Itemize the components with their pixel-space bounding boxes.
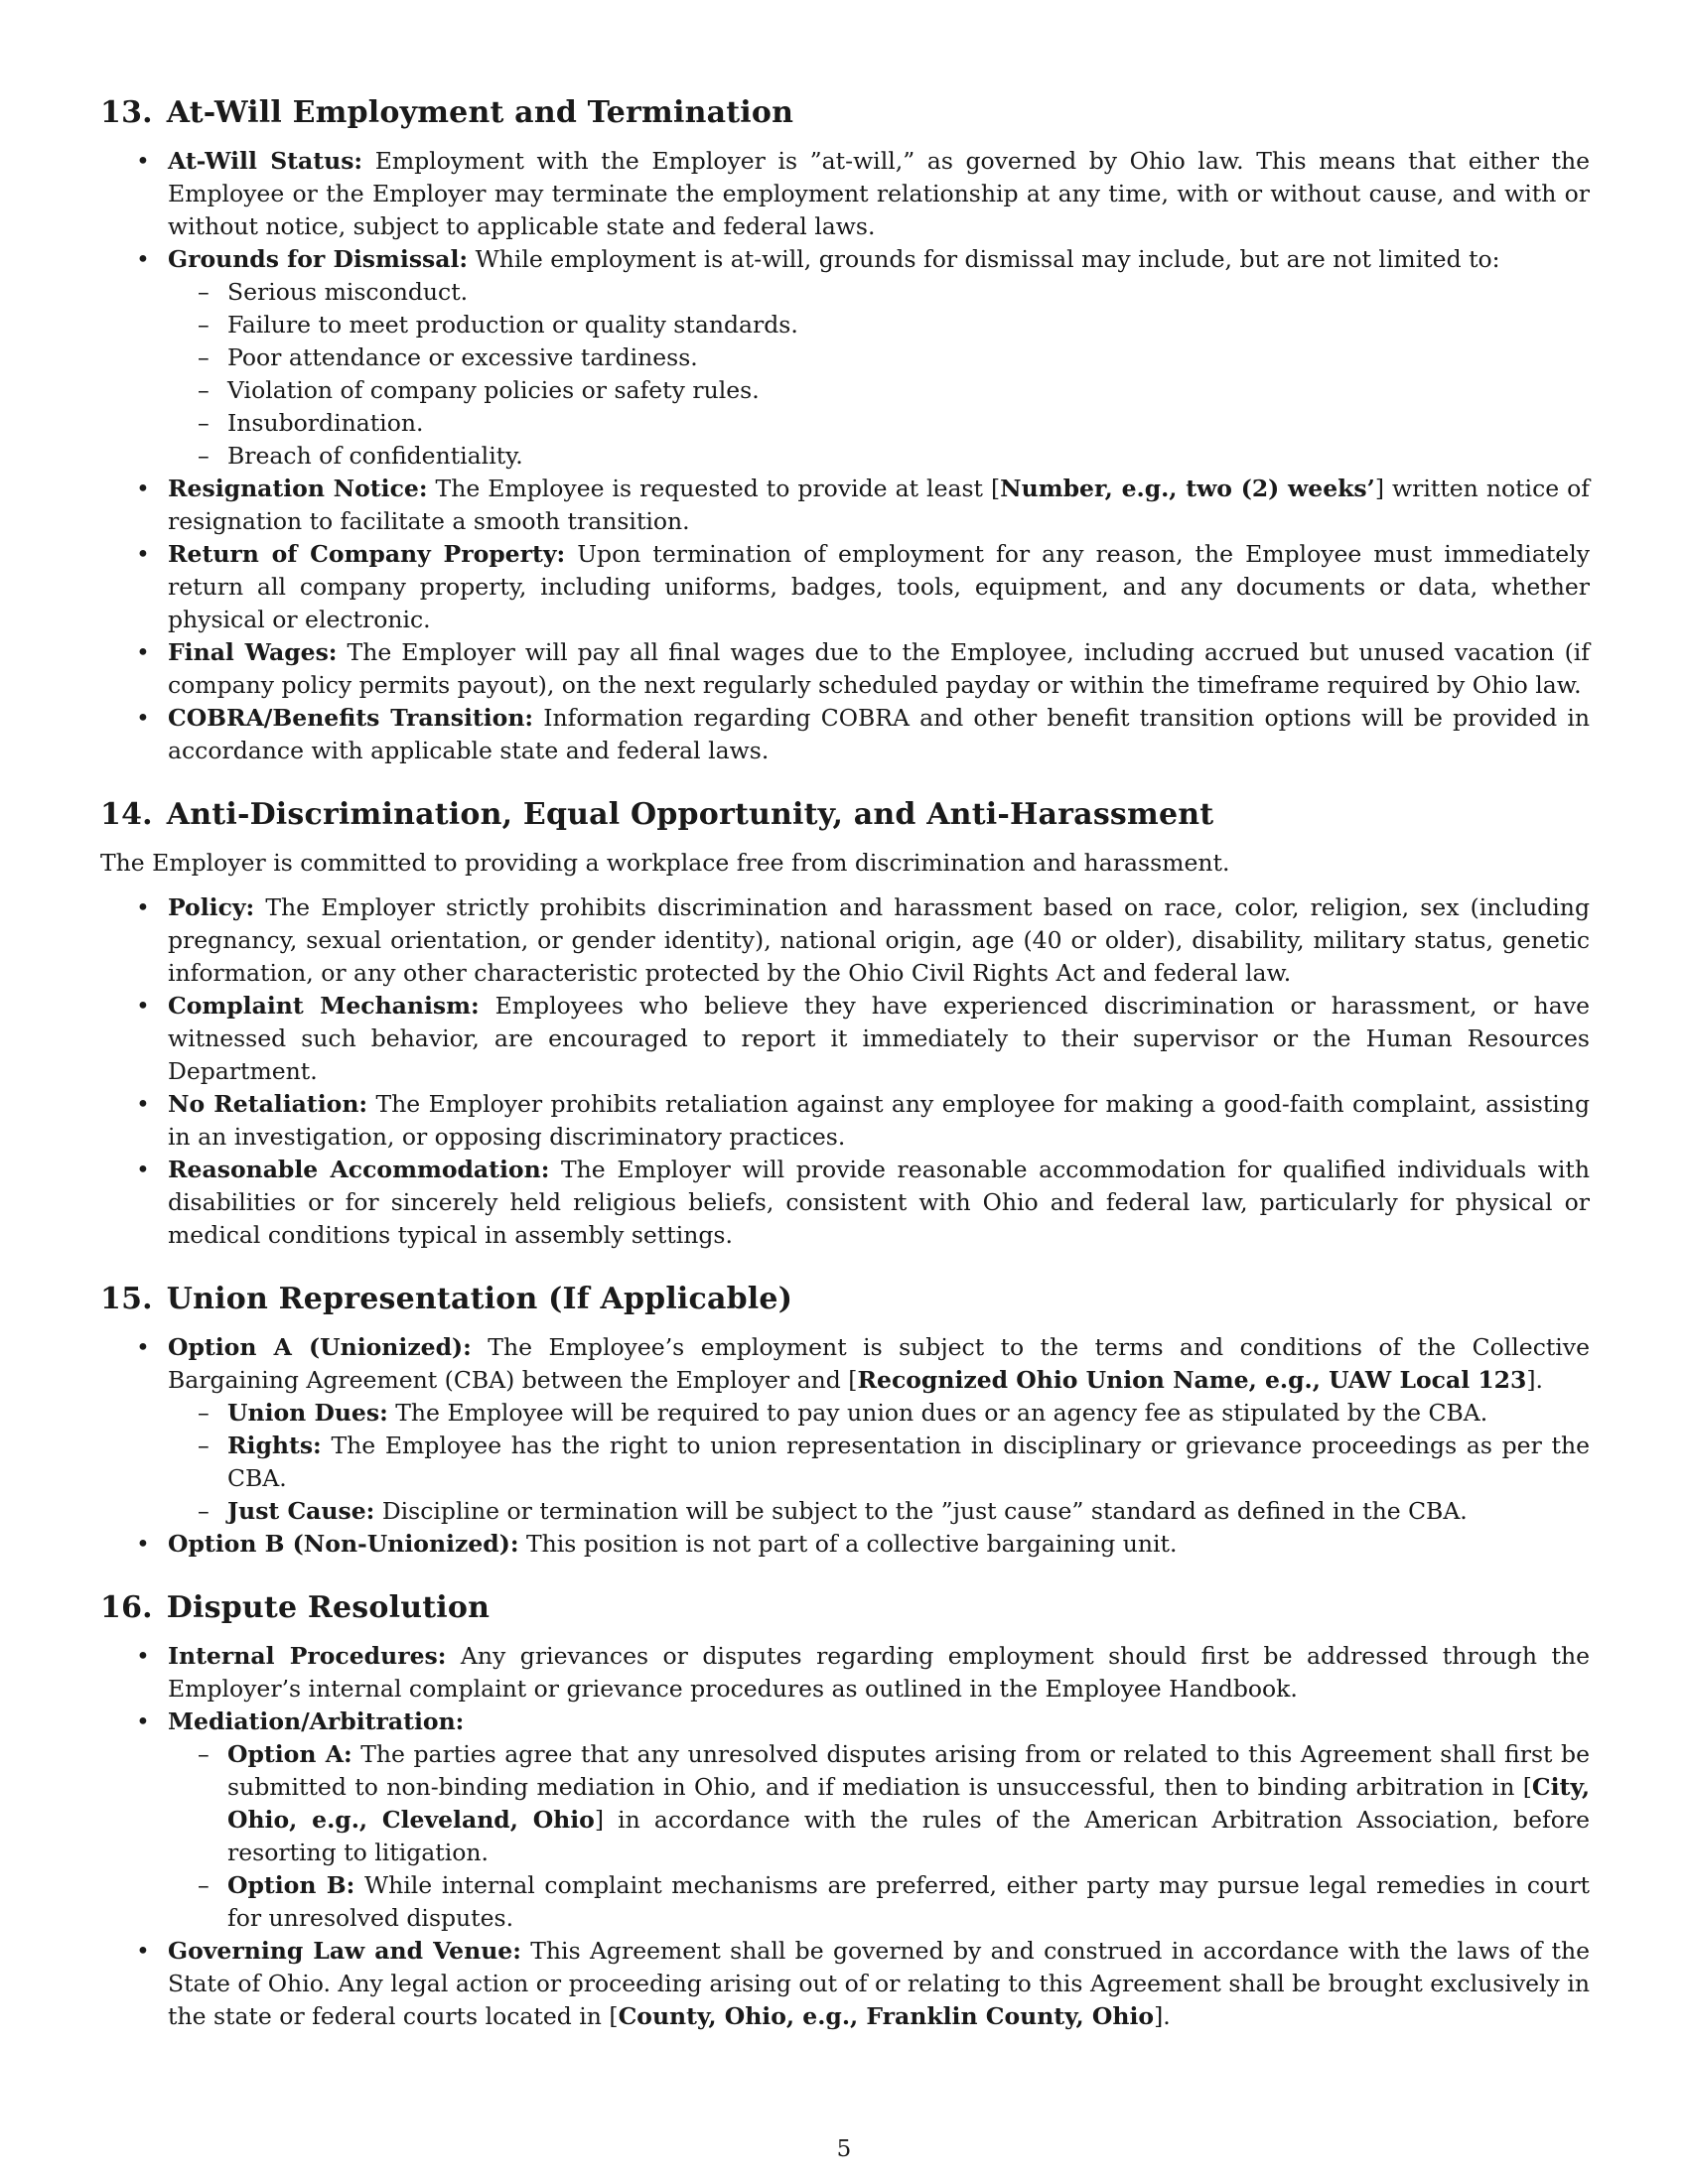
placeholder-text: Number, e.g., two (2) weeks’	[1000, 475, 1375, 502]
sub-list	[168, 276, 1590, 473]
bullet-list	[100, 1640, 1590, 2033]
list-item	[100, 1154, 1590, 1252]
item-text: Any grievances or disputes regarding employment should first be addressed through the Employer’s internal complaint or grievance procedures as outlined in the Employee Handbook.	[168, 1642, 1591, 1703]
item-text: ].	[1154, 2002, 1171, 2030]
sub-list-item: – Serious misconduct.	[168, 276, 1590, 309]
item-text: ].	[1526, 1366, 1544, 1394]
item-label: Union Dues:	[227, 1399, 388, 1427]
list-item	[100, 702, 1590, 767]
item-text: Discipline or termination will be subject to the ”just cause” standard as defined in the CBA.	[374, 1497, 1468, 1525]
bullet-list	[100, 891, 1590, 1252]
list-item	[100, 538, 1590, 636]
item-text: Employment with the Employer is ”at-will,” as governed by Ohio law. This means that either the Employee or the Employer may terminate the employment relationship at any time, with or without cause, and with or without notice, subject to applicable state and federal laws.	[168, 147, 1591, 240]
item-text: Employees who believe they have experienced discrimination or harassment, or have witnessed such behavior, are encouraged to report it immediately to their supervisor or the Human Resources Department.	[168, 992, 1591, 1085]
item-text: The Employer will pay all final wages due to the Employee, including accrued but unused vacation (if company policy permits payout), on the next regularly scheduled payday or within the timeframe required by Ohio law.	[168, 638, 1590, 699]
section-title: Dispute Resolution	[166, 1590, 491, 1625]
item-text: While internal complaint mechanisms are preferred, either party may pursue legal remedies in court for unresolved disputes.	[227, 1871, 1590, 1932]
section-number: 16.	[100, 1590, 153, 1625]
section-heading	[100, 795, 1590, 835]
item-text: This Agreement shall be governed by and construed in accordance with the laws of the State of Ohio. Any legal action or proceeding arising out of or relating to this Agreement shall be brought exclusively in the state or federal courts located in [	[168, 1937, 1590, 2030]
item-label: Option B:	[227, 1871, 355, 1899]
placeholder-text: Recognized Ohio Union Name, e.g., UAW Local 123	[857, 1366, 1527, 1394]
item-text: This position is not part of a collective bargaining unit.	[518, 1530, 1178, 1558]
item-text: Upon termination of employment for any reason, the Employee must immediately return all company property, including uniforms, badges, tools, equipment, and any documents or data, whether physical or electronic.	[168, 540, 1590, 633]
sub-list	[168, 1738, 1590, 1935]
section-13	[100, 93, 1590, 767]
section-heading	[100, 1588, 1590, 1628]
list-item	[100, 1706, 1590, 1935]
list-item	[100, 1331, 1590, 1528]
sub-list-item: – Violation of company policies or safety rules.	[168, 374, 1590, 407]
section-number: 14.	[100, 797, 153, 832]
item-text: The Employee has the right to union representation in disciplinary or grievance proceedings as per the CBA.	[227, 1432, 1590, 1492]
sub-list-item: – Poor attendance or excessive tardiness.	[168, 341, 1590, 374]
item-label: Option A (Unionized):	[168, 1333, 472, 1361]
bullet-list	[100, 145, 1590, 767]
item-label: Reasonable Accommodation:	[168, 1156, 550, 1183]
list-item	[100, 473, 1590, 538]
sub-list-item	[168, 1397, 1590, 1430]
item-text: The Employee is requested to provide at least [	[427, 475, 1001, 502]
item-label: Just Cause:	[227, 1497, 375, 1525]
list-item	[100, 891, 1590, 990]
section-heading	[100, 1280, 1590, 1319]
item-text: Information regarding COBRA and other benefit transition options will be provided in accordance with applicable state and federal laws.	[168, 704, 1590, 764]
item-label: Grounds for Dismissal:	[168, 245, 469, 273]
item-text: The Employee will be required to pay union dues or an agency fee as stipulated by the CBA.	[387, 1399, 1488, 1427]
section-title: Union Representation (If Applicable)	[166, 1282, 793, 1316]
section-15	[100, 1280, 1590, 1561]
section-intro: The Employer is committed to providing a workplace free from discrimination and harassment.	[100, 849, 1230, 877]
section-title: At-Will Employment and Termination	[166, 95, 794, 130]
item-label: Option A:	[227, 1740, 352, 1768]
section-16	[100, 1588, 1590, 2033]
item-label: COBRA/Benefits Transition:	[168, 704, 534, 732]
item-text: The Employer strictly prohibits discrimination and harassment based on race, color, religion, sex (including pregnancy, sexual orientation, or gender identity), national origin, age (40 or older), disability, military status, genetic information, or any other characteristic protected by the Ohio Civil Rights Act and federal law.	[168, 893, 1590, 987]
item-text: ] written notice of resignation to facilitate a smooth transition.	[168, 475, 1591, 535]
section-title: Anti-Discrimination, Equal Opportunity, and Anti-Harassment	[166, 797, 1214, 832]
item-label: At-Will Status:	[168, 147, 363, 175]
list-item	[100, 1528, 1590, 1561]
sub-list-item: – Insubordination.	[168, 407, 1590, 440]
item-label: Option B (Non-Unionized):	[168, 1530, 519, 1558]
sub-list	[168, 1397, 1590, 1528]
sub-list-item: – Breach of confidentiality.	[168, 440, 1590, 473]
item-label: Governing Law and Venue:	[168, 1937, 521, 1965]
document-page	[100, 93, 1590, 2061]
list-item	[100, 1640, 1590, 1706]
item-label: Policy:	[168, 893, 255, 921]
sub-list-item	[168, 1430, 1590, 1495]
list-item	[100, 145, 1590, 243]
sub-list-item	[168, 1738, 1590, 1869]
section-14	[100, 795, 1590, 1252]
item-label: Rights:	[227, 1432, 322, 1459]
item-label: Return of Company Property:	[168, 540, 566, 568]
item-label: Final Wages:	[168, 638, 338, 666]
list-item	[100, 990, 1590, 1088]
item-text: While employment is at-will, grounds for dismissal may include, but are not limited to:	[468, 245, 1500, 273]
list-item	[100, 243, 1590, 473]
placeholder-text: County, Ohio, e.g., Franklin County, Ohio	[618, 2002, 1155, 2030]
sub-list-item	[168, 1869, 1590, 1935]
sub-list-item	[168, 1495, 1590, 1528]
item-text: ] in accordance with the rules of the American Arbitration Association, before resorting to litigation.	[227, 1806, 1590, 1866]
list-item	[100, 1935, 1590, 2033]
section-number: 15.	[100, 1282, 153, 1316]
item-label: Mediation/Arbitration:	[168, 1707, 465, 1735]
section-heading	[100, 93, 1590, 133]
item-label: Complaint Mechanism:	[168, 992, 480, 1020]
section-number: 13.	[100, 95, 153, 130]
bullet-list	[100, 1331, 1590, 1561]
list-item	[100, 636, 1590, 702]
sub-list-item: – Failure to meet production or quality standards.	[168, 309, 1590, 341]
item-text: The parties agree that any unresolved disputes arising from or related to this Agreement shall first be submitted to non-binding mediation in Ohio, and if mediation is unsuccessful, then to binding arbitration in [	[227, 1740, 1590, 1801]
item-text: The Employer will provide reasonable accommodation for qualified individuals with disabilities or for sincerely held religious beliefs, consistent with Ohio and federal law, particularly for physical or medical conditions typical in assembly settings.	[168, 1156, 1590, 1249]
item-text: The Employee’s employment is subject to the terms and conditions of the Collective Bargaining Agreement (CBA) between the Employer and [	[168, 1333, 1590, 1394]
placeholder-text: City, Ohio, e.g., Cleveland, Ohio	[227, 1773, 1590, 1834]
item-label: No Retaliation:	[168, 1090, 368, 1118]
list-item	[100, 1088, 1590, 1154]
page-number: 5	[836, 2136, 852, 2162]
item-label: Internal Procedures:	[168, 1642, 447, 1670]
item-label: Resignation Notice:	[168, 475, 428, 502]
item-text: The Employer prohibits retaliation against any employee for making a good-faith complaint, assisting in an investigation, or opposing discriminatory practices.	[168, 1090, 1590, 1151]
